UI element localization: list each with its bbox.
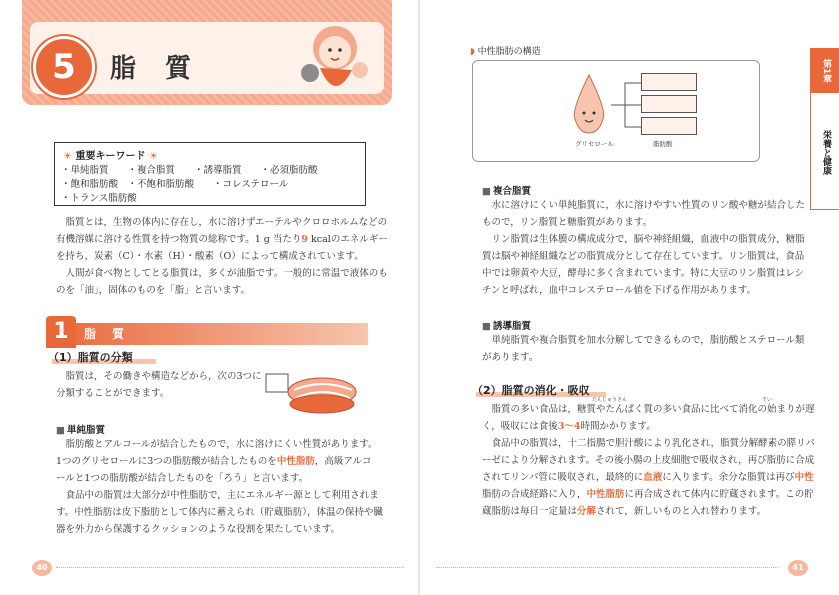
keywords-box <box>54 142 366 206</box>
chapter-side-tab <box>810 48 839 210</box>
derived-lipid-text: 単純脂質や複合脂質を加水分解してできるもので，脂肪酸とステロール類 があります。 <box>482 335 805 363</box>
meat-illustration <box>262 368 362 416</box>
section-number: 1 <box>46 316 76 348</box>
side-tab-title: 栄養と健康 <box>821 129 831 175</box>
classification-text: 脂質は，その働きや構造などから，次の3つに 分類することができます。 <box>56 371 262 399</box>
glycerol-label: グリセロール <box>575 140 614 148</box>
sun-icon: ☀ <box>63 151 72 162</box>
subsection-title: （2）脂質の消化・吸収 <box>472 384 590 397</box>
keyword-line: ・飽和脂肪酸 ・不飽和脂肪酸 ・コレステロール <box>61 179 289 190</box>
triglyceride-figure <box>472 60 760 162</box>
simple-lipid-text: 脂肪酸とアルコールが結合したもので，水に溶けにくい性質があります。 1つのグリセロールに3つの脂肪酸が結合したものを中性脂肪，高級アルコ ールと1つの脂肪酸が結合したものを「ろう」と言います。 食品中の脂質は大部分が中性脂肪で，主にエネルギー源として利用されま す。中性脂肪は皮下脂肪として体内に蓄えられ（貯蔵脂肪），体温の保持や臓 器を外力から保護するクッションのような役割を果たしています。 <box>56 439 383 535</box>
chapter-title: 脂 質 <box>110 54 202 84</box>
complex-lipid-text: 水に溶けにくい単純脂質に，水に溶けやすい性質のリン酸や糖が結合した もので，リン脂質と糖脂質があります。 リン脂質は生体膜の構成成分で，脳や神経組織，血液中の脂質成分，糖脂 質は脳や神経組織などの脂質成分として存在しています。リン脂質は，食品 中では卵黄や大豆，酵母に多く含まれています。特に大豆のリン脂質はレシ チンと呼ばれ，血中コレステロール値を下げる作用があります。 <box>482 200 806 296</box>
chapter-number-badge: 5 <box>33 36 95 98</box>
simple-lipid-heading: ■ 単純脂質 <box>56 422 105 436</box>
ruby-annotation: たんじゅうさん <box>592 397 628 403</box>
sun-icon: ☀ <box>148 151 158 162</box>
fatty-acid-block <box>641 95 697 113</box>
complex-lipid-heading: ■ 複合脂質 <box>482 183 531 197</box>
ruby-annotation: すい <box>762 397 773 403</box>
keyword-line: ・単純脂質 ・複合脂質 ・誘導脂質 ・必須脂肪酸 <box>61 165 318 176</box>
leaf-icon: ◗ <box>470 47 475 57</box>
intro-text: 脂質とは，生物の体内に存在し，水に溶けずエーテルやクロロホルムなどの 有機溶媒に溶ける性質を持つ物質の総称です。1 g 当たり9 kcalのエネルギー を持ち，炭素（C）・水素（H）・酸素（O）によって構成されています。 人間が食べ物としてとる脂質は，多くが油脂です。一般的に常温で液体のも のを「油」，固体のものを「脂」と言います。 <box>56 217 388 296</box>
keyword-line: ・トランス脂肪酸 <box>61 193 137 204</box>
side-tab-chapter: 第1章 <box>811 49 839 93</box>
fatty-acid-block <box>641 117 697 135</box>
fatty-acid-label: 脂肪酸 <box>653 140 673 148</box>
subsection-title: （1）脂質の分類 <box>48 351 133 364</box>
figure-caption: ◗ 中性脂肪の構造 <box>470 47 541 57</box>
page-number: 40 <box>32 560 52 576</box>
derived-lipid-heading: ■ 誘導脂質 <box>482 318 531 332</box>
digestion-text: 脂質の多い食品は，糖質やたんぱく質の多い食品に比べて消化の始まりが遅 く，吸収には食後3～4時間かかります。 食品中の脂質は，十二指腸で胆汁酸により乳化され，脂質分解酵素の膵リパ ーゼにより分解されます。その後小腸の上皮細胞で吸収され，再び脂肪に合成 されてリンパ管に吸収され，最終的に血液に入ります。余分な脂質は再び中性 脂肪の合成経路に入り，中性脂肪に再合成されて体内に貯蔵されます。この貯 蔵脂肪は毎日一定量は分解されて，新しいものと入れ替わります。 <box>482 404 815 517</box>
section-title: 脂 質 <box>84 327 131 341</box>
keywords-title: 重要キーワード <box>75 151 146 162</box>
page-number: 41 <box>788 560 808 576</box>
fatty-acid-block <box>641 73 697 91</box>
glycerol-drop-icon <box>569 73 609 137</box>
mascot-illustration <box>290 8 380 103</box>
